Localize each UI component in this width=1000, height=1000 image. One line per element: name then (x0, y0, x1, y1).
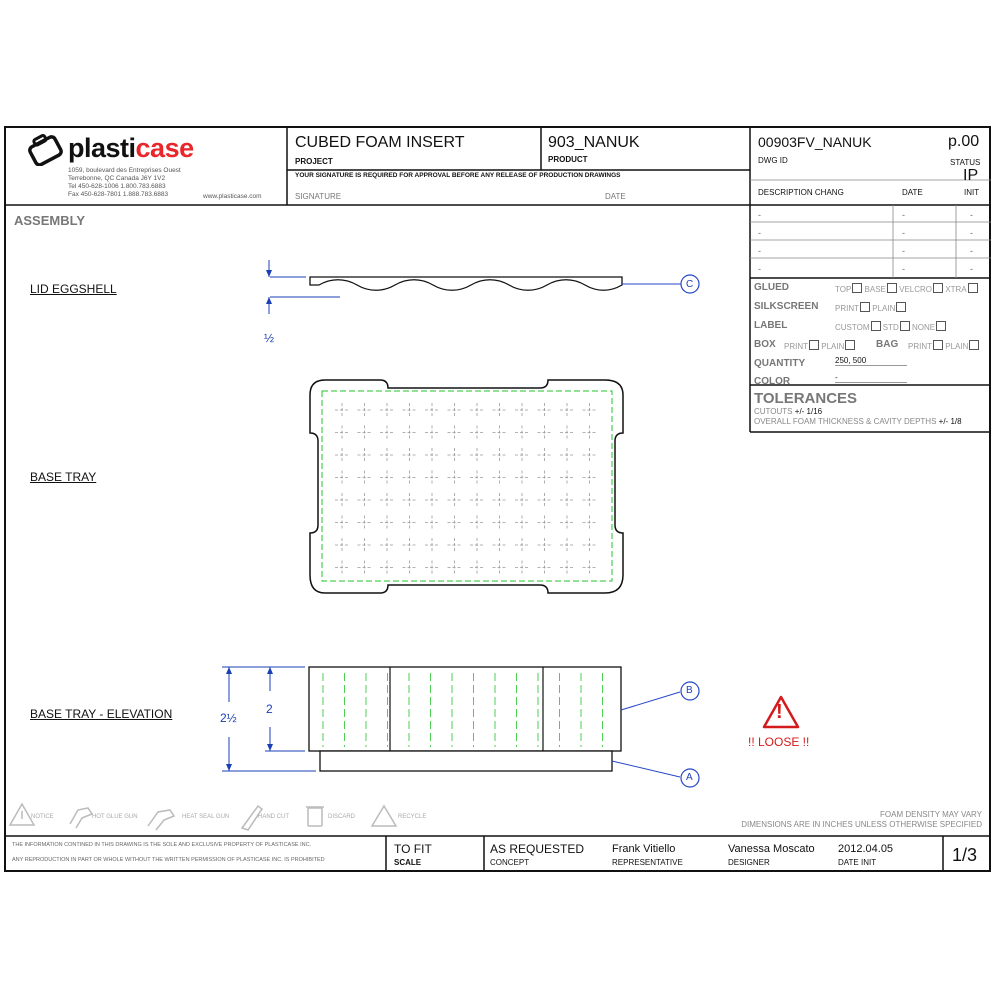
glued-label: GLUED (754, 282, 789, 293)
silkscreen-option-label: PLAIN (872, 304, 896, 313)
discard-icon (306, 807, 324, 826)
base-tray-label: BASE TRAY (30, 470, 97, 484)
wordmark-part-plasti: plasti (68, 133, 136, 163)
representative-value: Frank Vitiello (612, 843, 676, 855)
silkscreen-label: SILKSCREEN (754, 301, 819, 312)
company-address-line2: Terrebonne, QC Canada J6Y 1V2 (68, 175, 166, 182)
color-field[interactable]: - (835, 373, 907, 383)
callout-c: C (686, 279, 694, 290)
change-row-date: - (902, 246, 905, 256)
company-wordmark (68, 133, 194, 164)
label-options (835, 321, 946, 332)
tolerance-cutouts-label: CUTOUTS (754, 407, 793, 416)
bag-option-label: PRINT (908, 342, 932, 351)
notice-label: NOTICE (31, 814, 54, 820)
signature-date-field[interactable]: DATE (605, 192, 626, 201)
label-none-checkbox[interactable] (936, 321, 946, 331)
wordmark-part-case: case (135, 133, 194, 163)
callout-b: B (686, 685, 693, 696)
description-change-label: DESCRIPTION CHANG (758, 188, 844, 197)
recycle-icon (372, 806, 396, 826)
box-label: BOX (754, 339, 776, 350)
legal-notice-2: ANY REPRODUCTION IN PART OR WHOLE WITHOUT THE WRITTEN PERMISSION OF PLASTICASE INC. IS PROHIBITED (12, 857, 325, 863)
tolerance-overall-value: +/- 1/8 (938, 417, 962, 426)
box-plain-checkbox[interactable] (845, 340, 855, 350)
company-tel: Tel 450-628-1006 1.800.783.6883 (68, 183, 166, 190)
concept-label: CONCEPT (490, 858, 530, 867)
representative-label: REPRESENTATIVE (612, 858, 683, 867)
page-count: 1/3 (952, 845, 978, 865)
tolerance-cutouts (754, 407, 822, 416)
designer-label: DESIGNER (728, 858, 770, 867)
concept-value: AS REQUESTED (490, 842, 585, 856)
quantity-label: QUANTITY (754, 358, 806, 369)
hot-glue-gun-label: HOT GLUE GUN (92, 814, 138, 820)
heat-seal-gun-icon (148, 810, 174, 830)
dimensions-note: DIMENSIONS ARE IN INCHES UNLESS OTHERWISE SPECIFIED (741, 820, 982, 829)
glued-top-checkbox[interactable] (852, 283, 862, 293)
elevation-total-height-dimension: 2½ (220, 711, 237, 725)
warning-exclamation: ! (776, 701, 783, 723)
lid-eggshell-label: LID EGGSHELL (30, 282, 117, 296)
callout-a: A (686, 772, 693, 783)
label-option-label: STD (882, 323, 899, 332)
heat-seal-gun-label: HEAT SEAL GUN (182, 814, 230, 820)
bag-options (908, 340, 979, 351)
status-label: STATUS (950, 158, 981, 167)
design-date-value: 2012.04.05 (838, 843, 894, 855)
dwg-id-label: DWG ID (758, 156, 788, 165)
label-label: LABEL (754, 320, 788, 331)
glued-option-label: VELCRO (899, 285, 933, 294)
scale-label: SCALE (394, 858, 422, 867)
project-label: PROJECT (295, 157, 333, 166)
signature-notice: YOUR SIGNATURE IS REQUIRED FOR APPROVAL BEFORE ANY RELEASE OF PRODUCTION DRAWINGS (295, 172, 621, 179)
lid-thickness-dimension: ½ (264, 331, 275, 345)
label-std-checkbox[interactable] (900, 321, 910, 331)
company-address-line1: 1059, boulevard des Entreprises Ouest (68, 167, 181, 174)
plasticase-logo-icon (25, 130, 67, 166)
loose-warning-text: !! LOOSE !! (748, 735, 810, 749)
change-row-desc: - (758, 228, 761, 238)
hand-cut-label: HAND CUT (258, 814, 289, 820)
change-row-date: - (902, 210, 905, 220)
box-options (784, 340, 855, 351)
glued-option-label: XTRA (945, 285, 967, 294)
status-value: IP (963, 167, 979, 184)
label-custom-checkbox[interactable] (871, 321, 881, 331)
bag-label: BAG (876, 339, 899, 350)
recycle-label: RECYCLE (398, 814, 427, 820)
change-row-init: - (970, 228, 973, 238)
change-row-date: - (902, 228, 905, 238)
change-row-init: - (970, 210, 973, 220)
legal-notice-1: THE INFORMATION CONTINED IN THIS DRAWING IS THE SOLE AND EXCLUSIVE PROPERTY OF PLASTICASE INC. (12, 842, 312, 848)
dwg-id-value: 00903FV_NANUK (758, 134, 872, 150)
tolerances-title: TOLERANCES (754, 390, 858, 407)
lid-eggshell-drawing (240, 250, 720, 360)
bag-option-label: PLAIN (945, 342, 969, 351)
change-date-label: DATE (902, 188, 923, 197)
glued-velcro-checkbox[interactable] (933, 283, 943, 293)
product-value: 903_NANUK (548, 134, 640, 151)
project-value: CUBED FOAM INSERT (295, 134, 465, 151)
bag-plain-checkbox[interactable] (969, 340, 979, 350)
discard-label: DISCARD (328, 814, 356, 820)
product-label: PRODUCT (548, 155, 588, 164)
scale-value: TO FIT (394, 842, 432, 856)
change-row-init: - (970, 264, 973, 274)
glued-option-label: TOP (835, 285, 852, 294)
design-date-label: DATE INIT (838, 858, 877, 867)
glued-base-checkbox[interactable] (887, 283, 897, 293)
silkscreen-plain-checkbox[interactable] (896, 302, 906, 312)
silkscreen-options (835, 302, 906, 313)
base-tray-elevation-label: BASE TRAY - ELEVATION (30, 707, 173, 721)
change-row-date: - (902, 264, 905, 274)
elevation-foam-height-dimension: 2 (266, 702, 273, 716)
change-row-desc: - (758, 246, 761, 256)
change-row-init: - (970, 246, 973, 256)
label-option-label: NONE (912, 323, 936, 332)
silkscreen-print-checkbox[interactable] (860, 302, 870, 312)
glued-xtra-checkbox[interactable] (968, 283, 978, 293)
designer-value: Vanessa Moscato (728, 843, 815, 855)
page-revision: p.00 (948, 133, 980, 150)
foam-density-note: FOAM DENSITY MAY VARY (880, 810, 982, 819)
box-option-label: PRINT (784, 342, 808, 351)
base-tray-elevation-drawing (210, 655, 730, 795)
quantity-field[interactable]: 250, 500 (835, 356, 907, 366)
bag-print-checkbox[interactable] (933, 340, 943, 350)
tolerance-overall (754, 417, 962, 426)
glued-options (835, 283, 978, 294)
signature-field[interactable]: SIGNATURE (295, 192, 342, 201)
box-print-checkbox[interactable] (809, 340, 819, 350)
change-row-desc: - (758, 210, 761, 220)
tolerance-overall-label: OVERALL FOAM THICKNESS & CAVITY DEPTHS (754, 417, 937, 426)
company-fax: Fax 450-628-7801 1.888.783.6883 (68, 191, 169, 198)
color-label: COLOR (754, 376, 791, 387)
base-tray-drawing (300, 375, 640, 605)
label-option-label: CUSTOM (835, 323, 870, 332)
hot-glue-gun-icon (70, 808, 92, 828)
change-row-desc: - (758, 264, 761, 274)
tolerance-cutouts-value: +/- 1/16 (794, 407, 823, 416)
glued-option-label: BASE (864, 285, 886, 294)
section-title: ASSEMBLY (14, 213, 86, 228)
change-init-label: INIT (964, 188, 980, 197)
box-option-label: PLAIN (821, 342, 845, 351)
company-website: www.plasticase.com (203, 193, 262, 200)
silkscreen-option-label: PRINT (835, 304, 859, 313)
